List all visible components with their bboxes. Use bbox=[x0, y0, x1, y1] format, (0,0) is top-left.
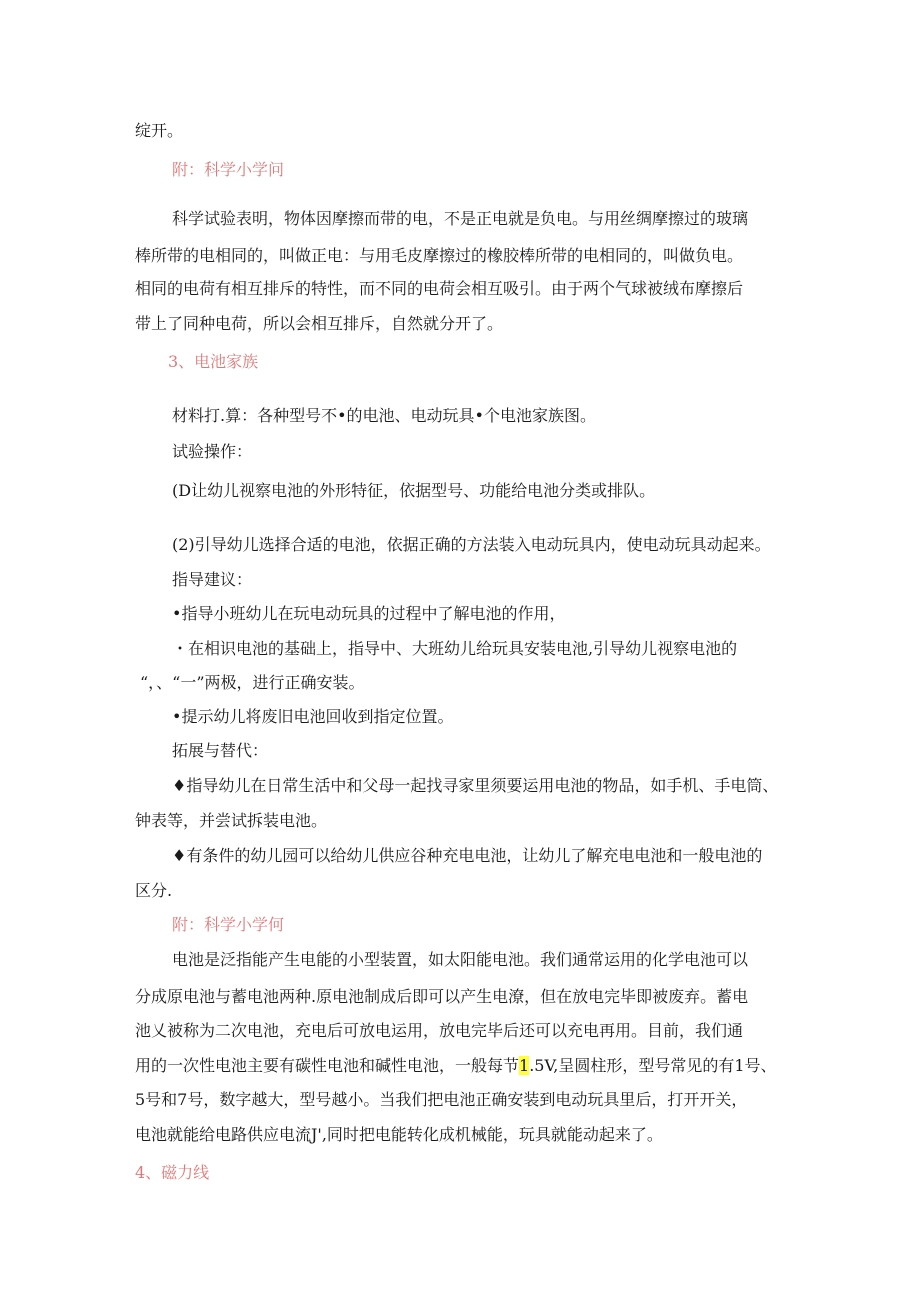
paragraph-line: 棒所带的电相同的，叫做正电：与用毛皮摩擦过的橡胶棒所带的电相同的，叫做负电。 bbox=[135, 246, 744, 265]
section-heading: 附：科学小学问 bbox=[172, 160, 285, 179]
paragraph-line: 科学试验表明，物体因摩擦而带的电，不是正电就是负电。与用丝绸摩擦过的玻璃 bbox=[172, 209, 749, 228]
list-item: •指导小班幼儿在玩电动玩具的过程中了解电池的作用， bbox=[172, 604, 566, 623]
paragraph-line: 分成原电池与蓄电池两种.原电池制成后即可以产生电潦，但在放电完毕即被废弃。蓄电 bbox=[135, 987, 749, 1006]
text-run: .5V,呈圆柱形，型号常见的有1号、 bbox=[529, 1056, 777, 1075]
section-heading: 附：科学小学何 bbox=[172, 915, 285, 934]
list-item: ・在相识电池的基础上，指导中、大班幼儿给玩具安装电池,引导幼儿视察电池的 bbox=[172, 639, 738, 658]
list-item: ♦指导幼儿在日常生活中和父母一起找寻家里须要运用电池的物品，如手机、手电筒、 bbox=[172, 776, 779, 795]
paragraph-line: (2)引导幼儿选择合适的电池，依据正确的方法装入电动玩具内，使电动玩具动起来。 bbox=[172, 535, 771, 554]
paragraph-line: 钟表等，并尝试拆装电池。 bbox=[135, 811, 328, 830]
section-heading: 4、磁力线 bbox=[135, 1163, 210, 1182]
paragraph-line: 5号和7号，数字越大，型号越小。当我们把电池正确安装到电动玩具里后，打开开关， bbox=[135, 1090, 748, 1109]
paragraph-line: 池乂被称为二次电池，充电后可放电运用，放电完毕后还可以充电再用。目前，我们通 bbox=[135, 1021, 744, 1040]
paragraph-line: 电池就能给电路供应电流J',同时把电能转化成机械能，玩具就能动起来了。 bbox=[135, 1125, 663, 1144]
list-item: ♦有条件的幼儿园可以给幼儿供应谷种充电电池，让幼儿了解充电电池和一般电池的 bbox=[172, 846, 763, 865]
paragraph-line: 区分. bbox=[135, 881, 173, 900]
paragraph-line: 指导建议： bbox=[172, 570, 253, 589]
paragraph-line: 相同的电荷有相互排斥的特性，而不同的电荷会相互吸引。由于两个气球被绒布摩擦后 bbox=[135, 279, 744, 298]
paragraph-line: 电池是泛指能产生电能的小型装置，如太阳能电池。我们通常运用的化学电池可以 bbox=[172, 950, 749, 969]
text-run: 用的一次性电池主要有碳性电池和碱性电池，一般每节 bbox=[135, 1056, 520, 1075]
paragraph-line: 绽开。 bbox=[135, 121, 184, 140]
list-item: •提示幼儿将废旧电池回收到指定位置。 bbox=[172, 707, 454, 726]
paragraph-line bbox=[135, 1056, 777, 1076]
paragraph-line: 带上了同种电荷，所以会相互排斥，自然就分开了。 bbox=[135, 314, 504, 333]
paragraph-line: “，、“一”两极，进行正确安装。 bbox=[140, 673, 365, 692]
paragraph-line: 拓展与替代： bbox=[172, 741, 269, 760]
highlighted-text: 1 bbox=[519, 1056, 530, 1075]
paragraph-line: (D让幼儿视察电池的外形特征，依据型号、功能给电池分类或排队。 bbox=[172, 481, 656, 500]
section-heading: 3、电池家族 bbox=[168, 352, 259, 371]
paragraph-line: 试验操作： bbox=[172, 442, 253, 461]
paragraph-line: 材料打.算：各种型号不•的电池、电动玩具•个电池家族图。 bbox=[172, 406, 596, 425]
